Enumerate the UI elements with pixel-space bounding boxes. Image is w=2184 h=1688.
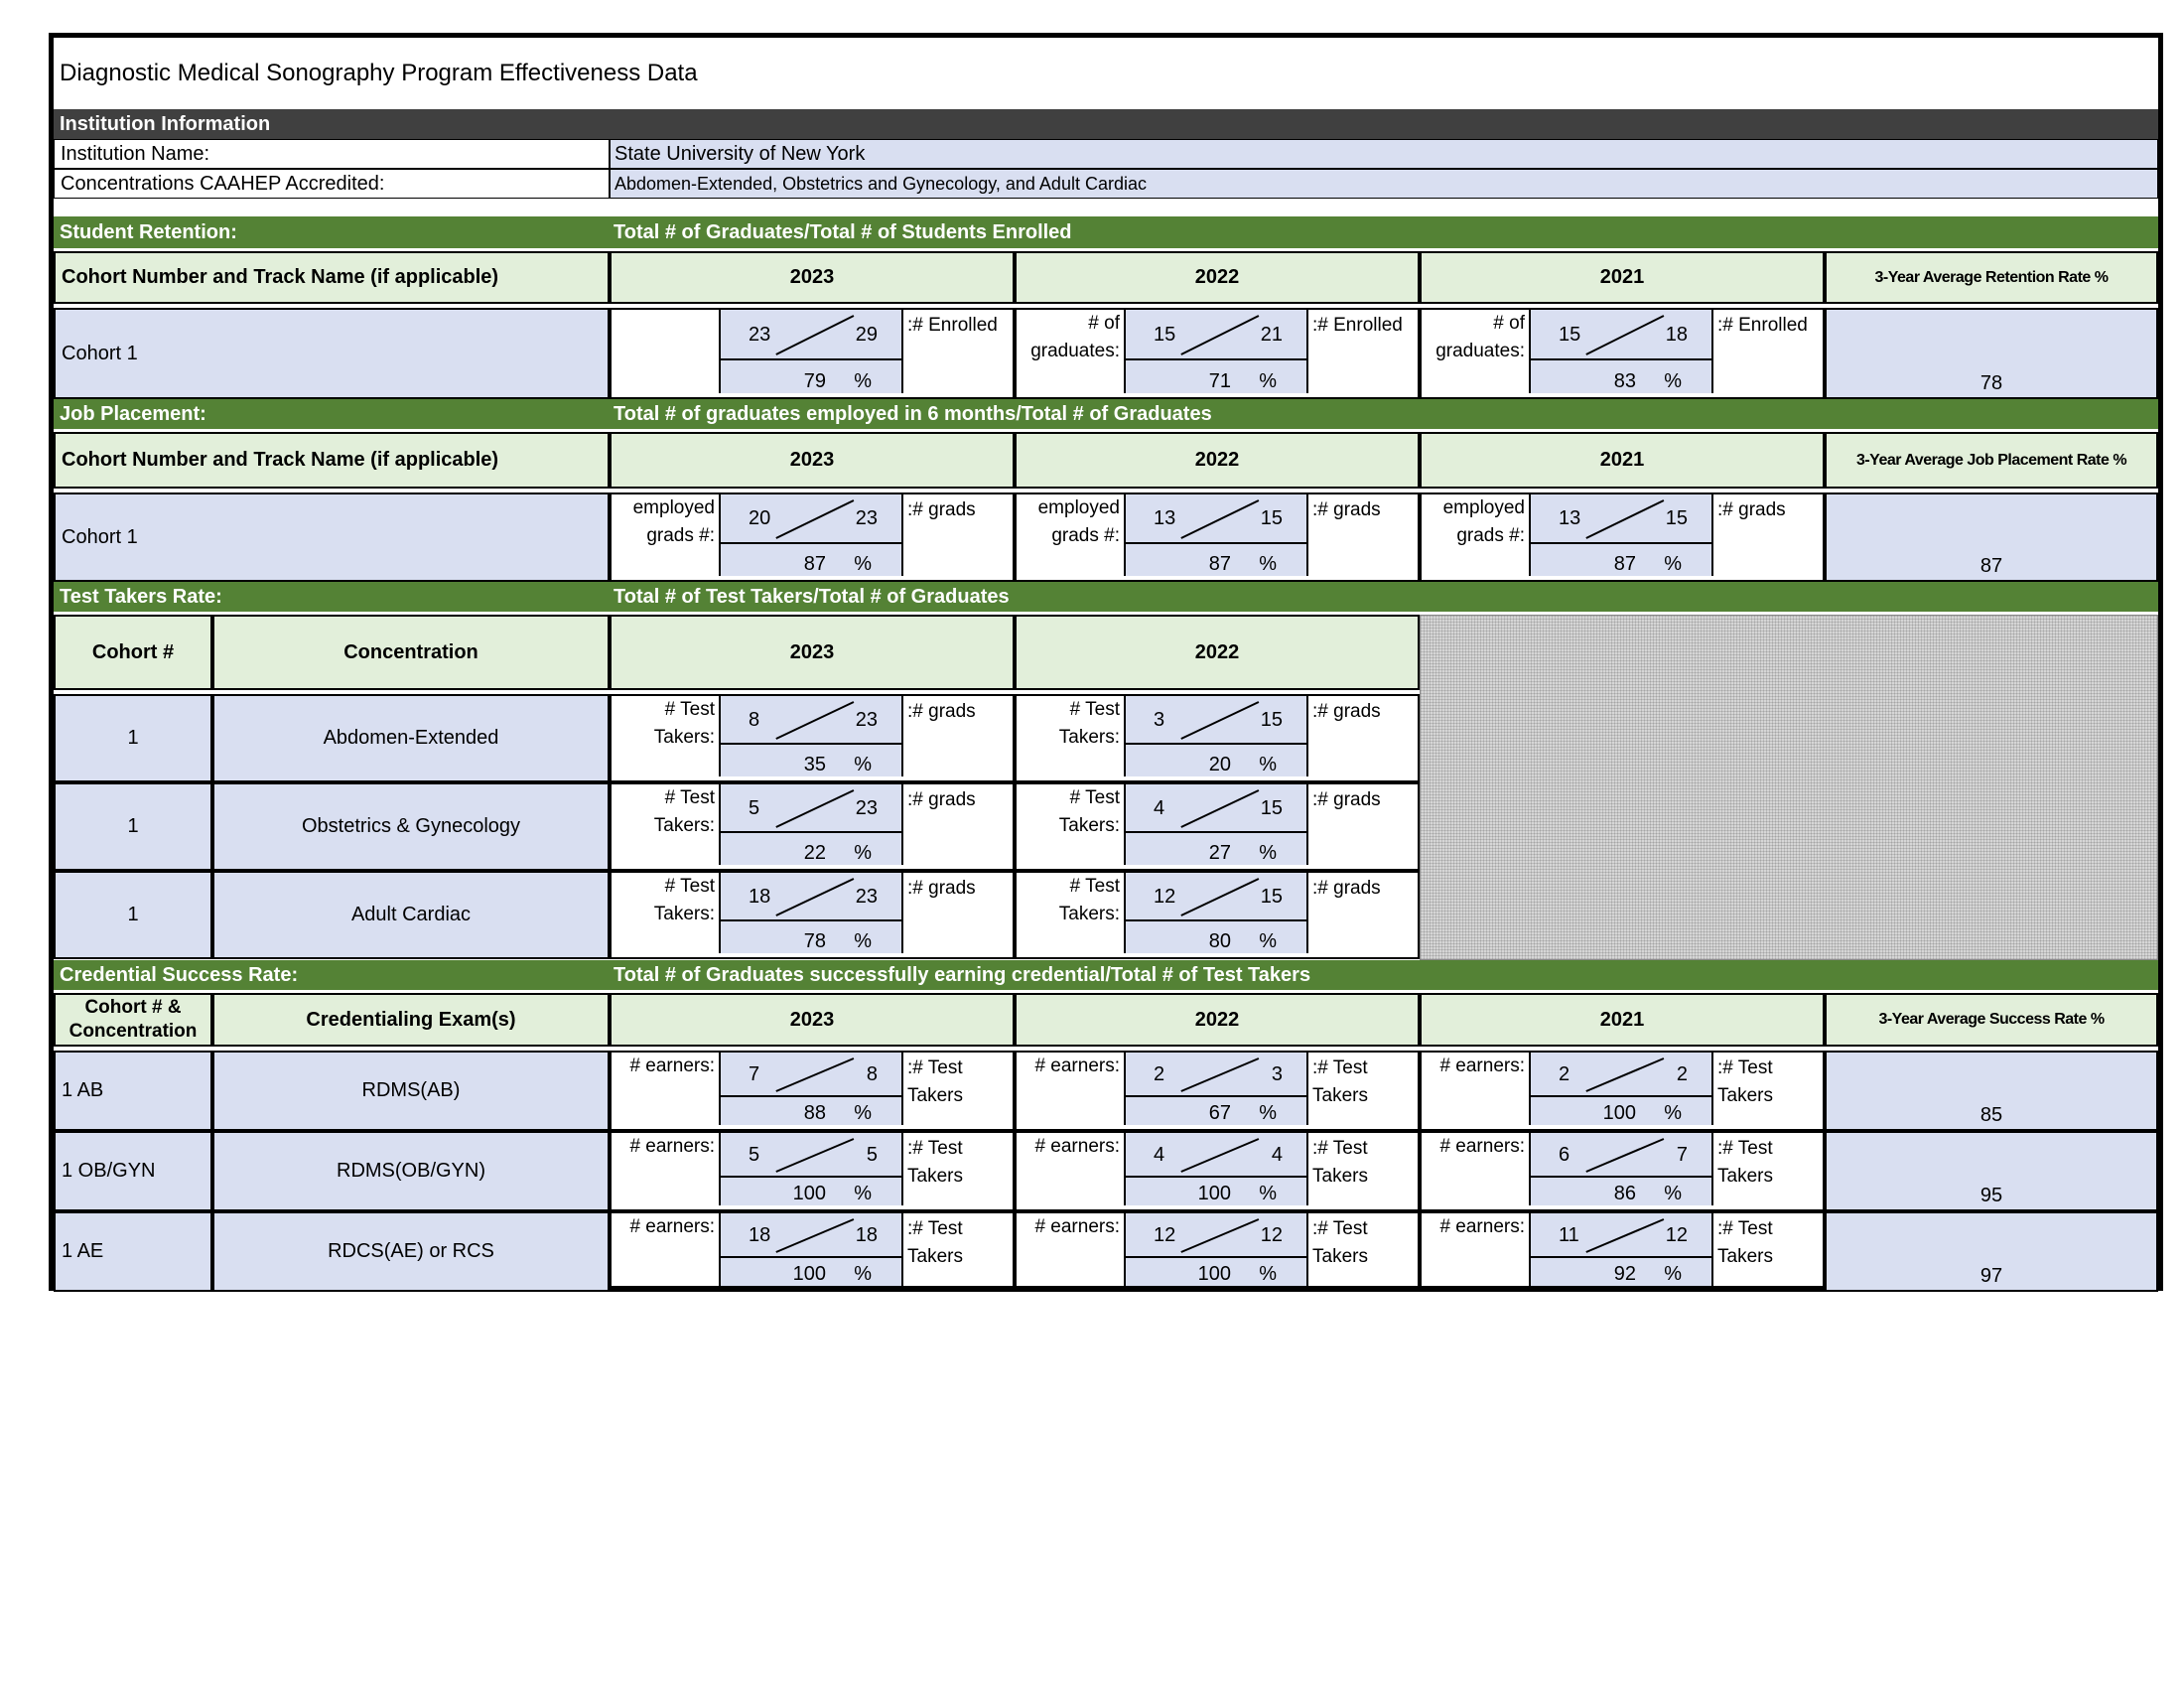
job-2021-right-label: :# grads bbox=[1717, 499, 1786, 520]
credential-3-2022-percent-sign: % bbox=[1259, 1263, 1277, 1285]
retention-2022-block bbox=[1015, 308, 1420, 399]
test-takers-1-2023-numerator: 8 bbox=[749, 708, 760, 731]
credential-1-2022-percent-sign: % bbox=[1259, 1102, 1277, 1124]
credential-2-2023-right-label: :# Test Takers bbox=[907, 1138, 963, 1187]
credential-1-2023-percent-value: 88 bbox=[803, 1102, 826, 1124]
credential-3-2022-numerator: 12 bbox=[1154, 1223, 1176, 1246]
credential-1-2021-right-label: :# Test Takers bbox=[1717, 1057, 1773, 1106]
job-year-2021: 2021 bbox=[1420, 432, 1825, 489]
test-takers-3-2023-numerator: 18 bbox=[749, 885, 771, 908]
credential-3-2023-denominator: 18 bbox=[855, 1223, 878, 1246]
credential-1-2022-denominator: 3 bbox=[1271, 1062, 1283, 1085]
credential-2-2022-denominator: 4 bbox=[1271, 1143, 1283, 1166]
credential-3-2021-percent-sign: % bbox=[1664, 1263, 1682, 1285]
credential-2-2023-percent-value: 100 bbox=[792, 1183, 826, 1204]
test-takers-2-2023-left-label: # Test Takers: bbox=[653, 787, 715, 836]
retention-formula: Total # of Graduates/Total # of Students Enrolled bbox=[614, 220, 1072, 243]
credential-2-2022-percent-value: 100 bbox=[1197, 1183, 1231, 1204]
retention-2022-percent-sign: % bbox=[1259, 370, 1277, 392]
credential-2-2023-left-label: # earners: bbox=[629, 1136, 715, 1157]
credential-2-2022-right-label: :# Test Takers bbox=[1312, 1138, 1368, 1187]
concentrations-value: Abdomen-Extended, Obstetrics and Gynecology, and Adult Cardiac bbox=[610, 169, 2158, 199]
credential-row-2022-block bbox=[1015, 1051, 1420, 1131]
credential-row-exam: RDCS(AE) or RCS bbox=[212, 1211, 610, 1292]
job-section-label: Job Placement: bbox=[60, 402, 206, 425]
credential-2-2021-numerator: 6 bbox=[1559, 1143, 1570, 1166]
credential-2-2021-right-label: :# Test Takers bbox=[1717, 1138, 1773, 1187]
job-average-header: 3-Year Average Job Placement Rate % bbox=[1825, 432, 2158, 489]
credential-1-2022-numerator: 2 bbox=[1154, 1062, 1165, 1085]
retention-row-label: Cohort 1 bbox=[54, 308, 610, 399]
retention-section-label: Student Retention: bbox=[60, 220, 237, 243]
job-2023-denominator: 23 bbox=[855, 507, 878, 529]
test-takers-3-2022-right-label: :# grads bbox=[1312, 878, 1381, 899]
test-takers-3-2022-denominator: 15 bbox=[1260, 885, 1283, 908]
credential-average-header: 3-Year Average Success Rate % bbox=[1825, 993, 2158, 1047]
credential-exam-header: Credentialing Exam(s) bbox=[212, 993, 610, 1047]
credential-1-2021-left-label: # earners: bbox=[1439, 1055, 1525, 1076]
test-takers-1-2022-percent-value: 20 bbox=[1208, 754, 1231, 775]
job-2022-numerator: 13 bbox=[1154, 507, 1176, 529]
test-takers-row-2022-block bbox=[1015, 782, 1420, 871]
test-takers-2-2022-right-label: :# grads bbox=[1312, 789, 1381, 810]
credential-2-2022-percent-sign: % bbox=[1259, 1183, 1277, 1204]
retention-year-2022: 2022 bbox=[1015, 251, 1420, 304]
credential-2-2023-percent-sign: % bbox=[854, 1183, 872, 1204]
test-takers-row-2022-block bbox=[1015, 694, 1420, 782]
test-takers-1-2022-percent-sign: % bbox=[1259, 754, 1277, 775]
test-takers-cohort-header: Cohort # bbox=[54, 615, 212, 690]
test-takers-3-2022-numerator: 12 bbox=[1154, 885, 1176, 908]
test-takers-row-cohort: 1 bbox=[54, 871, 212, 959]
job-2022-right-label: :# grads bbox=[1312, 499, 1381, 520]
retention-year-2021: 2021 bbox=[1420, 251, 1825, 304]
job-2021-denominator: 15 bbox=[1665, 507, 1688, 529]
retention-2023-block bbox=[610, 308, 1015, 399]
retention-2022-left-label: # of graduates: bbox=[1030, 313, 1120, 361]
retention-2023-percent-sign: % bbox=[854, 370, 872, 392]
credential-1-2023-denominator: 8 bbox=[866, 1062, 878, 1085]
credential-3-2021-numerator: 11 bbox=[1559, 1223, 1579, 1246]
test-takers-1-2023-left-label: # Test Takers: bbox=[653, 699, 715, 748]
credential-year-2021: 2021 bbox=[1420, 993, 1825, 1047]
credential-row-average: 97 bbox=[1979, 1265, 2003, 1287]
retention-2021-block bbox=[1420, 308, 1825, 399]
credential-3-2023-percent-sign: % bbox=[854, 1263, 872, 1285]
retention-2021-percent-value: 83 bbox=[1613, 370, 1636, 392]
test-takers-3-2023-percent-sign: % bbox=[854, 930, 872, 952]
credential-3-2021-right-label: :# Test Takers bbox=[1717, 1218, 1773, 1267]
test-takers-2-2022-denominator: 15 bbox=[1260, 796, 1283, 819]
credential-1-2023-left-label: # earners: bbox=[629, 1055, 715, 1076]
credential-3-2023-percent-value: 100 bbox=[792, 1263, 826, 1285]
credential-3-2022-percent-value: 100 bbox=[1197, 1263, 1231, 1285]
unused-hatched-area bbox=[1420, 615, 2158, 960]
job-formula: Total # of graduates employed in 6 months/Total # of Graduates bbox=[614, 402, 1212, 425]
retention-2021-right-label: :# Enrolled bbox=[1717, 315, 1808, 336]
test-takers-3-2023-right-label: :# grads bbox=[907, 878, 976, 899]
credential-3-2022-left-label: # earners: bbox=[1034, 1216, 1120, 1237]
job-year-2023: 2023 bbox=[610, 432, 1015, 489]
credential-2-2021-left-label: # earners: bbox=[1439, 1136, 1525, 1157]
job-2023-block bbox=[610, 492, 1015, 582]
credential-cohort-header: Cohort # & Concentration bbox=[54, 993, 212, 1047]
credential-1-2023-right-label: :# Test Takers bbox=[907, 1057, 963, 1106]
test-takers-2-2022-numerator: 4 bbox=[1154, 796, 1165, 819]
credential-3-2021-left-label: # earners: bbox=[1439, 1216, 1525, 1237]
test-takers-1-2023-right-label: :# grads bbox=[907, 701, 976, 722]
test-takers-1-2022-numerator: 3 bbox=[1154, 708, 1165, 731]
retention-2023-percent-value: 79 bbox=[803, 370, 826, 392]
credential-2-2021-denominator: 7 bbox=[1676, 1143, 1688, 1166]
retention-cohort-header: Cohort Number and Track Name (if applicable) bbox=[54, 251, 610, 304]
test-takers-2-2023-numerator: 5 bbox=[749, 796, 760, 819]
test-takers-1-2023-denominator: 23 bbox=[855, 708, 878, 731]
credential-row-average: 85 bbox=[1979, 1104, 2003, 1126]
credential-2-2022-numerator: 4 bbox=[1154, 1143, 1165, 1166]
job-2022-block bbox=[1015, 492, 1420, 582]
credential-1-2023-numerator: 7 bbox=[749, 1062, 760, 1085]
job-row-label: Cohort 1 bbox=[54, 492, 610, 582]
test-takers-1-2022-right-label: :# grads bbox=[1312, 701, 1381, 722]
retention-2023-denominator: 29 bbox=[855, 323, 878, 346]
test-takers-formula: Total # of Test Takers/Total # of Graduates bbox=[614, 585, 1010, 608]
retention-year-2023: 2023 bbox=[610, 251, 1015, 304]
job-2021-block bbox=[1420, 492, 1825, 582]
test-takers-row-concentration: Obstetrics & Gynecology bbox=[212, 782, 610, 871]
job-2023-numerator: 20 bbox=[749, 507, 771, 529]
job-2022-percent-sign: % bbox=[1259, 553, 1277, 575]
credential-row-2022-block bbox=[1015, 1211, 1420, 1292]
retention-average-value: 78 bbox=[1979, 372, 2003, 394]
credential-1-2021-percent-sign: % bbox=[1664, 1102, 1682, 1124]
test-takers-1-2023-percent-sign: % bbox=[854, 754, 872, 775]
credential-row-cohort: 1 OB/GYN bbox=[54, 1131, 212, 1211]
credential-2-2023-denominator: 5 bbox=[866, 1143, 878, 1166]
credential-3-2023-left-label: # earners: bbox=[629, 1216, 715, 1237]
credential-year-2022: 2022 bbox=[1015, 993, 1420, 1047]
credential-year-2023: 2023 bbox=[610, 993, 1015, 1047]
credential-1-2022-percent-value: 67 bbox=[1208, 1102, 1231, 1124]
job-2023-right-label: :# grads bbox=[907, 499, 976, 520]
credential-2-2021-percent-sign: % bbox=[1664, 1183, 1682, 1204]
test-takers-3-2022-percent-value: 80 bbox=[1208, 930, 1231, 952]
credential-row-2021-block bbox=[1420, 1051, 1825, 1131]
institution-name-label: Institution Name: bbox=[54, 139, 610, 169]
credential-2-2021-percent-value: 86 bbox=[1613, 1183, 1636, 1204]
test-takers-row-2023-block bbox=[610, 782, 1015, 871]
credential-row-2022-block bbox=[1015, 1131, 1420, 1211]
test-takers-1-2023-percent-value: 35 bbox=[803, 754, 826, 775]
credential-row-exam: RDMS(OB/GYN) bbox=[212, 1131, 610, 1211]
credential-row-2023-block bbox=[610, 1211, 1015, 1292]
credential-3-2021-denominator: 12 bbox=[1665, 1223, 1688, 1246]
credential-3-2021-percent-value: 92 bbox=[1613, 1263, 1636, 1285]
retention-2022-right-label: :# Enrolled bbox=[1312, 315, 1403, 336]
credential-2-2023-numerator: 5 bbox=[749, 1143, 760, 1166]
credential-3-2022-denominator: 12 bbox=[1260, 1223, 1283, 1246]
concentrations-label: Concentrations CAAHEP Accredited: bbox=[54, 169, 610, 199]
credential-3-2023-right-label: :# Test Takers bbox=[907, 1218, 963, 1267]
test-takers-row-cohort: 1 bbox=[54, 694, 212, 782]
test-takers-2-2023-percent-sign: % bbox=[854, 842, 872, 864]
retention-2023-right-label: :# Enrolled bbox=[907, 315, 998, 336]
credential-3-2022-right-label: :# Test Takers bbox=[1312, 1218, 1368, 1267]
job-2021-left-label: employed grads #: bbox=[1442, 497, 1525, 546]
test-takers-2-2023-percent-value: 22 bbox=[803, 842, 826, 864]
job-2023-left-label: employed grads #: bbox=[632, 497, 715, 546]
job-2021-percent-sign: % bbox=[1664, 553, 1682, 575]
job-year-2022: 2022 bbox=[1015, 432, 1420, 489]
job-2023-percent-value: 87 bbox=[803, 553, 826, 575]
job-2021-numerator: 13 bbox=[1559, 507, 1581, 529]
credential-1-2022-right-label: :# Test Takers bbox=[1312, 1057, 1368, 1106]
test-takers-concentration-header: Concentration bbox=[212, 615, 610, 690]
page-title: Diagnostic Medical Sonography Program Effectiveness Data bbox=[60, 60, 698, 86]
job-2021-percent-value: 87 bbox=[1613, 553, 1636, 575]
credential-row-2021-block bbox=[1420, 1131, 1825, 1211]
credential-row-2023-block bbox=[610, 1051, 1015, 1131]
credential-row-cohort: 1 AE bbox=[54, 1211, 212, 1292]
test-takers-row-cohort: 1 bbox=[54, 782, 212, 871]
test-takers-3-2022-percent-sign: % bbox=[1259, 930, 1277, 952]
job-2022-percent-value: 87 bbox=[1208, 553, 1231, 575]
job-2023-percent-sign: % bbox=[854, 553, 872, 575]
test-takers-row-2023-block bbox=[610, 694, 1015, 782]
credential-1-2021-numerator: 2 bbox=[1559, 1062, 1570, 1085]
test-takers-section-label: Test Takers Rate: bbox=[60, 585, 222, 608]
test-takers-2-2023-denominator: 23 bbox=[855, 796, 878, 819]
test-takers-1-2022-denominator: 15 bbox=[1260, 708, 1283, 731]
institution-section-header: Institution Information bbox=[54, 109, 2158, 139]
job-cohort-header: Cohort Number and Track Name (if applicable) bbox=[54, 432, 610, 489]
credential-row-cohort: 1 AB bbox=[54, 1051, 212, 1131]
retention-2022-denominator: 21 bbox=[1260, 323, 1283, 346]
credential-1-2023-percent-sign: % bbox=[854, 1102, 872, 1124]
retention-2021-percent-sign: % bbox=[1664, 370, 1682, 392]
retention-2022-numerator: 15 bbox=[1154, 323, 1176, 346]
credential-section-label: Credential Success Rate: bbox=[60, 963, 299, 986]
retention-2022-percent-value: 71 bbox=[1208, 370, 1231, 392]
test-takers-3-2023-denominator: 23 bbox=[855, 885, 878, 908]
test-takers-3-2023-left-label: # Test Takers: bbox=[653, 876, 715, 924]
credential-1-2021-percent-value: 100 bbox=[1602, 1102, 1636, 1124]
retention-2021-denominator: 18 bbox=[1665, 323, 1688, 346]
retention-average-header: 3-Year Average Retention Rate % bbox=[1825, 251, 2158, 304]
test-takers-1-2022-left-label: # Test Takers: bbox=[1058, 699, 1120, 748]
credential-row-2021-block bbox=[1420, 1211, 1825, 1292]
retention-2023-numerator: 23 bbox=[749, 323, 771, 346]
test-takers-row-concentration: Adult Cardiac bbox=[212, 871, 610, 959]
test-takers-year-2022: 2022 bbox=[1015, 615, 1420, 690]
job-average-value: 87 bbox=[1979, 555, 2003, 577]
effectiveness-sheet bbox=[49, 33, 2163, 1291]
test-takers-year-2023: 2023 bbox=[610, 615, 1015, 690]
credential-formula: Total # of Graduates successfully earning credential/Total # of Test Takers bbox=[614, 963, 1311, 986]
test-takers-row-2022-block bbox=[1015, 871, 1420, 959]
test-takers-2-2022-left-label: # Test Takers: bbox=[1058, 787, 1120, 836]
test-takers-3-2023-percent-value: 78 bbox=[803, 930, 826, 952]
retention-2021-left-label: # of graduates: bbox=[1435, 313, 1525, 361]
test-takers-3-2022-left-label: # Test Takers: bbox=[1058, 876, 1120, 924]
test-takers-2-2023-right-label: :# grads bbox=[907, 789, 976, 810]
test-takers-2-2022-percent-sign: % bbox=[1259, 842, 1277, 864]
credential-row-average: 95 bbox=[1979, 1185, 2003, 1206]
job-2022-denominator: 15 bbox=[1260, 507, 1283, 529]
credential-1-2021-denominator: 2 bbox=[1676, 1062, 1688, 1085]
credential-1-2022-left-label: # earners: bbox=[1034, 1055, 1120, 1076]
retention-2021-numerator: 15 bbox=[1559, 323, 1581, 346]
credential-row-2023-block bbox=[610, 1131, 1015, 1211]
credential-2-2022-left-label: # earners: bbox=[1034, 1136, 1120, 1157]
credential-3-2023-numerator: 18 bbox=[749, 1223, 771, 1246]
test-takers-row-concentration: Abdomen-Extended bbox=[212, 694, 610, 782]
test-takers-2-2022-percent-value: 27 bbox=[1208, 842, 1231, 864]
institution-name-value: State University of New York bbox=[610, 139, 2158, 169]
credential-row-exam: RDMS(AB) bbox=[212, 1051, 610, 1131]
job-2022-left-label: employed grads #: bbox=[1037, 497, 1120, 546]
test-takers-row-2023-block bbox=[610, 871, 1015, 959]
